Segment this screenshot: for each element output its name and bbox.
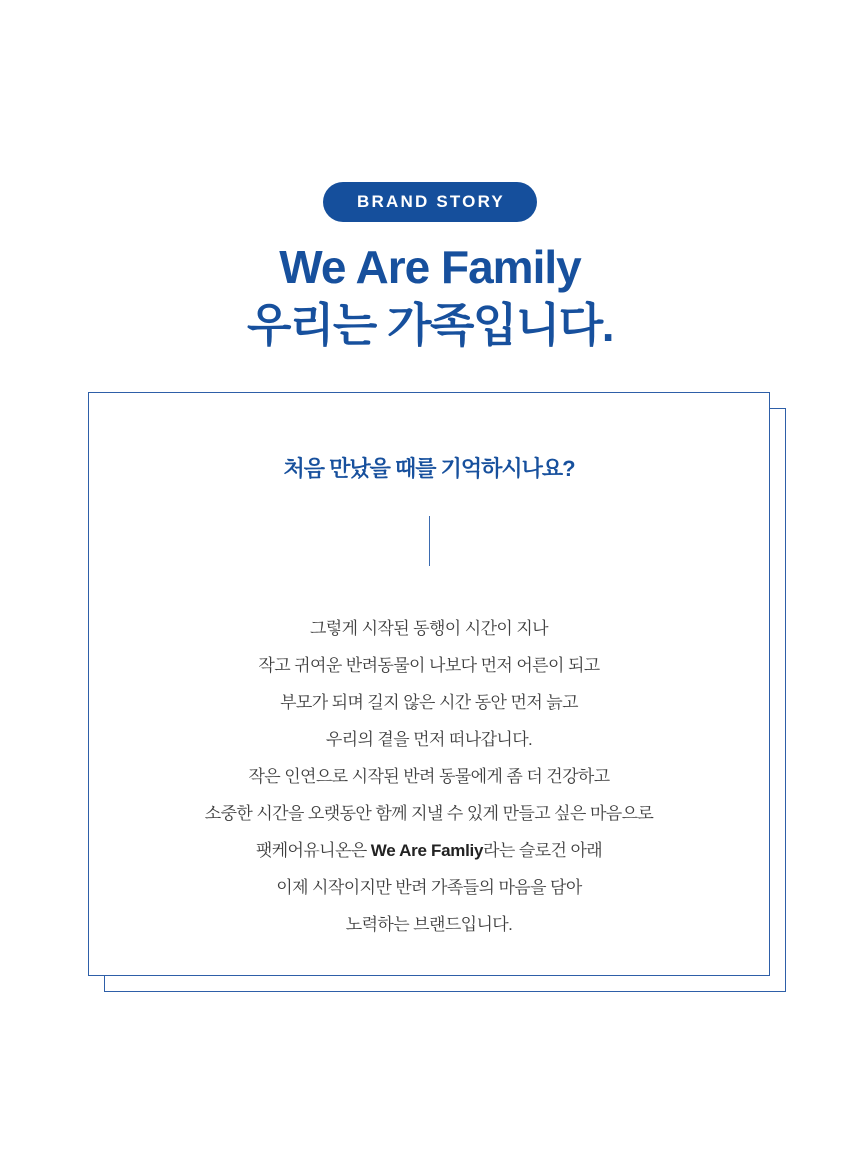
story-panel <box>88 392 770 976</box>
slogan-text: We Are Famliy <box>370 840 484 860</box>
slogan-suffix: 라는 슬로건 아래 <box>483 840 603 860</box>
headline-korean: 우리는 가족입니다. <box>246 299 614 352</box>
page-title <box>0 240 860 353</box>
story-line-slogan <box>89 832 769 869</box>
story-line: 우리의 곁을 먼저 떠나갑니다. <box>325 729 533 749</box>
slogan-prefix: 팻케어유니온은 <box>255 840 371 860</box>
vertical-divider <box>429 516 430 566</box>
panel-subtitle: 처음 만났을 때를 기억하시나요? <box>283 456 575 481</box>
story-line: 그렇게 시작된 동행이 시간이 지나 <box>309 618 548 638</box>
brand-story-badge: BRAND STORY <box>323 182 537 222</box>
story-panel-content <box>89 393 769 943</box>
story-line: 이제 시작이지만 반려 가족들의 마음을 담아 <box>276 877 582 897</box>
story-line: 부모가 되며 길지 않은 시간 동안 먼저 늙고 <box>280 692 578 712</box>
headline-english: We Are Family <box>279 241 581 293</box>
story-line: 소중한 시간을 오랫동안 함께 지낼 수 있게 만들고 싶은 마음으로 <box>204 803 654 823</box>
badge-container <box>0 182 860 222</box>
story-line: 노력하는 브랜드입니다. <box>345 914 513 934</box>
story-body <box>89 610 769 943</box>
story-line: 작은 인연으로 시작된 반려 동물에게 좀 더 건강하고 <box>248 766 610 786</box>
story-line: 작고 귀여운 반려동물이 나보다 먼저 어른이 되고 <box>258 655 600 675</box>
